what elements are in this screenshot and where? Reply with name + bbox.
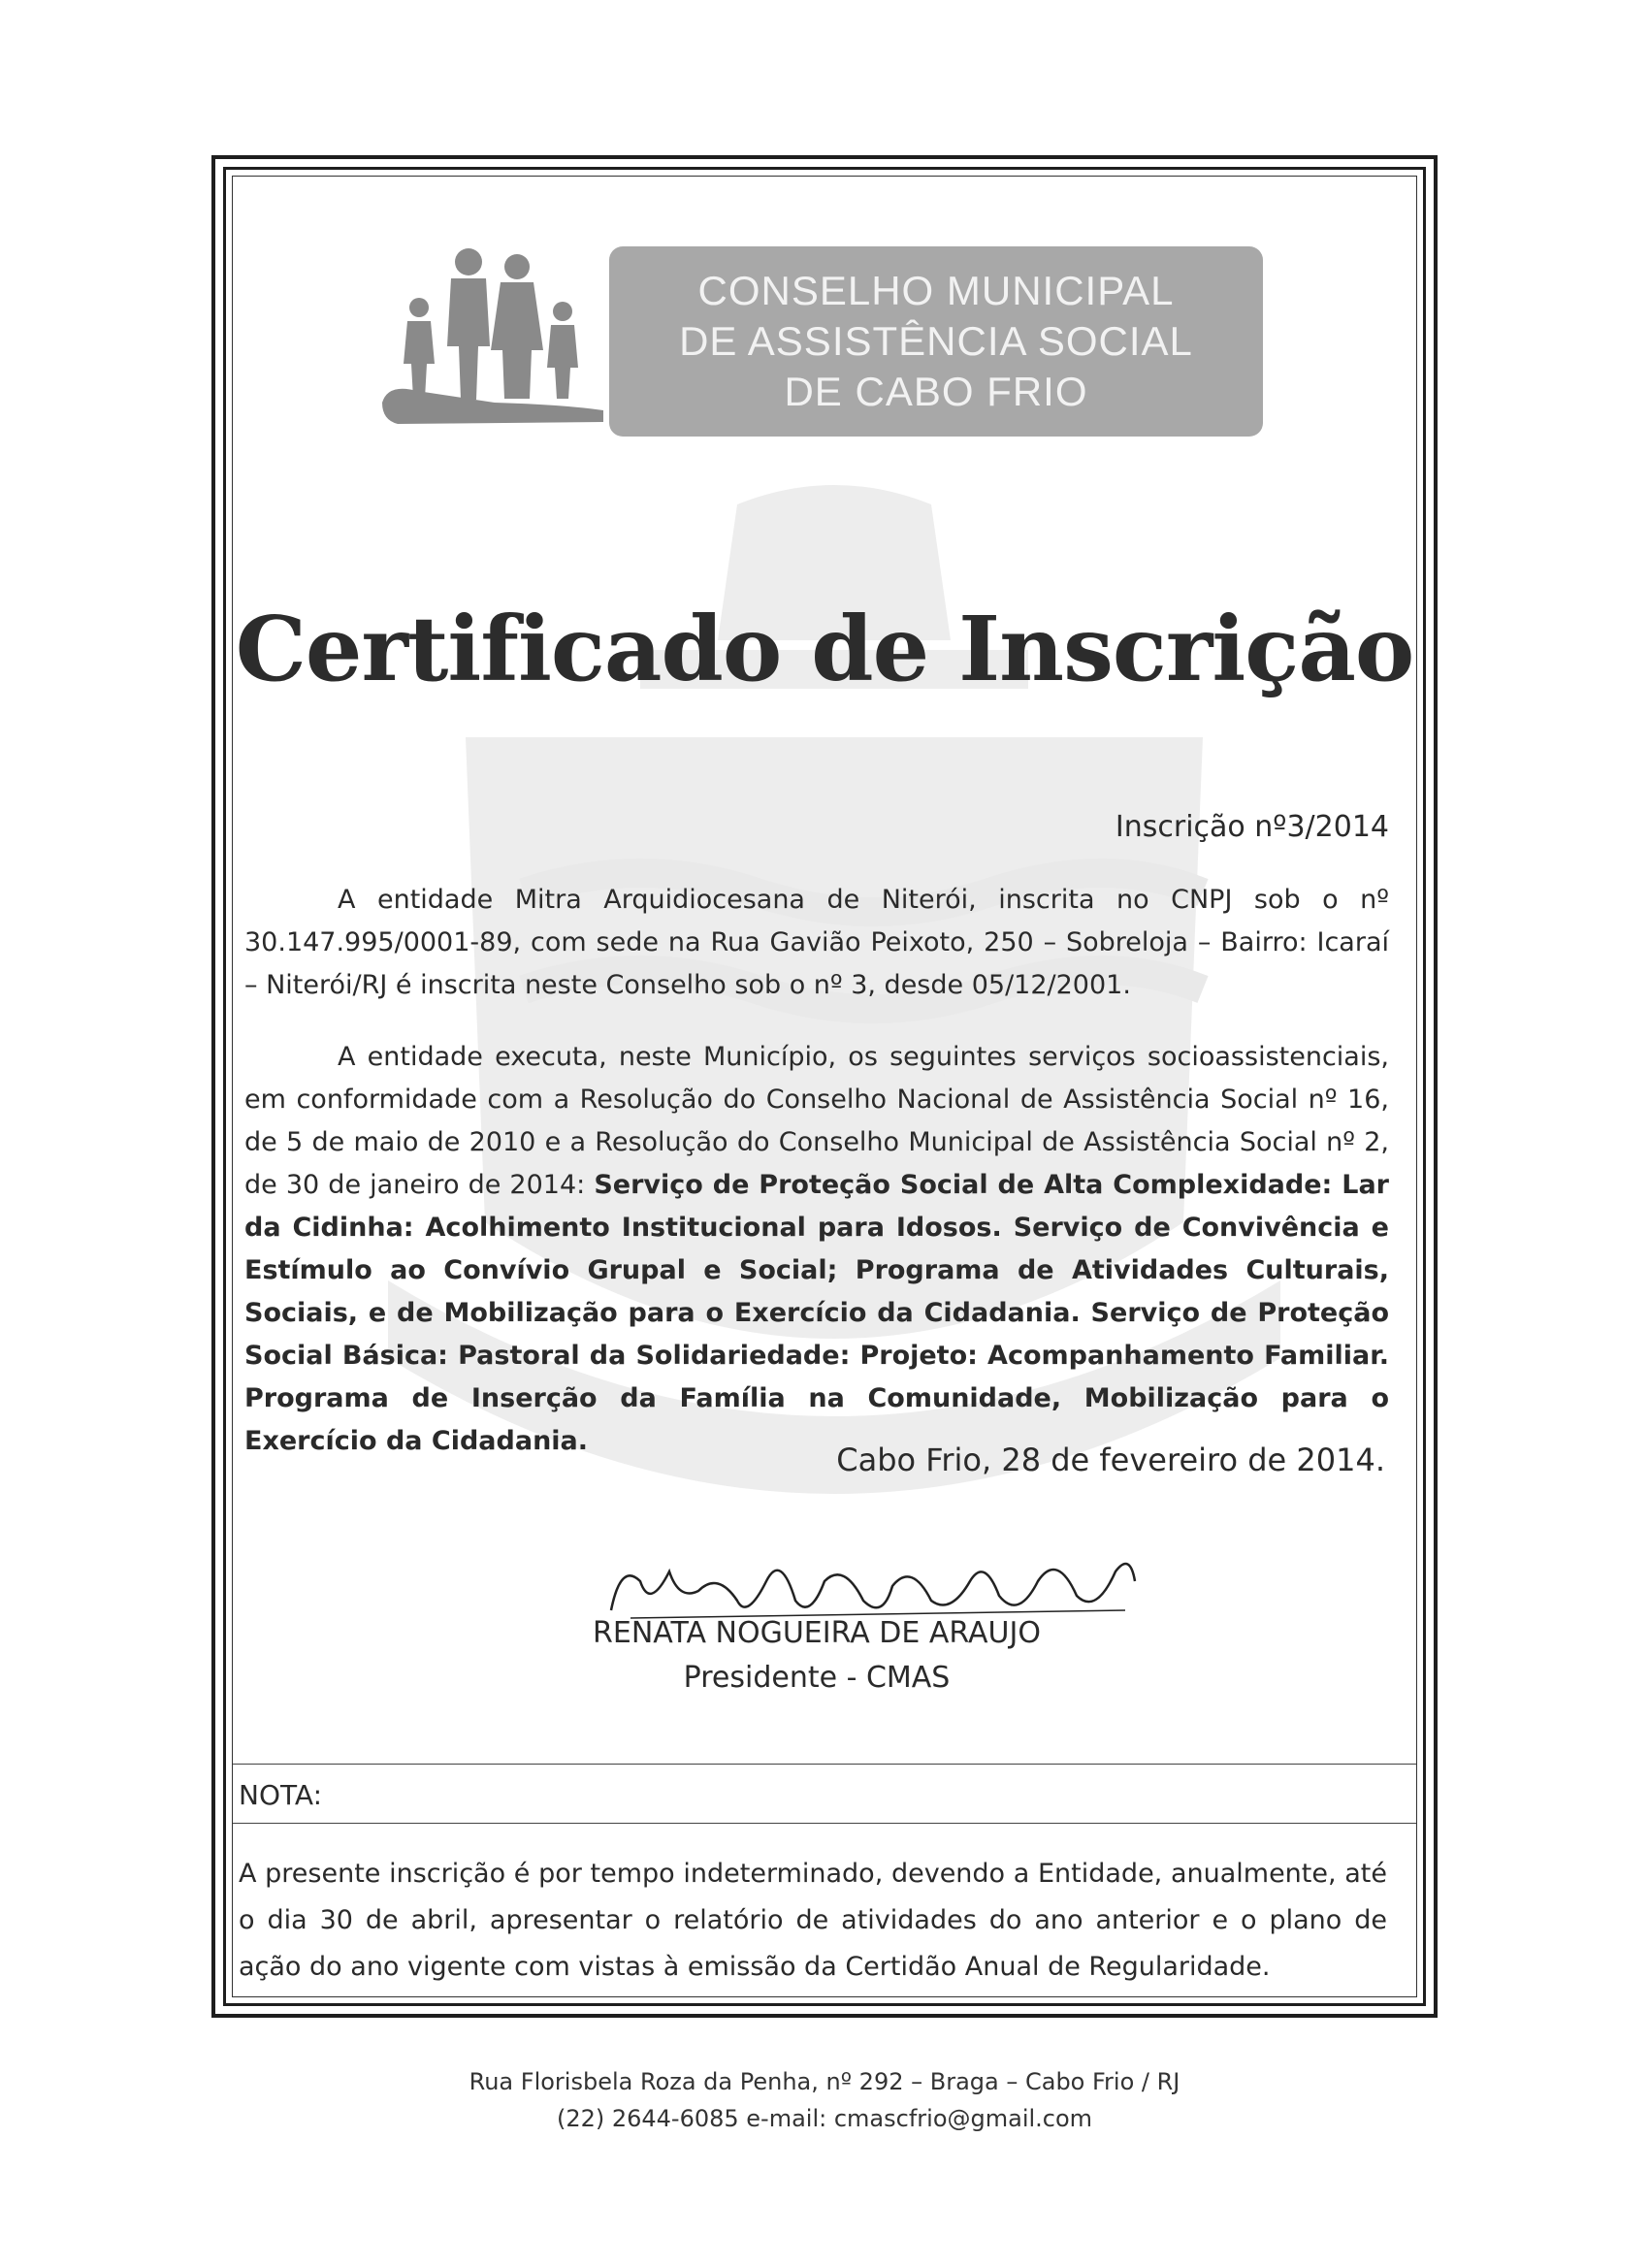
note-text: A presente inscrição é por tempo indeterminado, devendo a Entidade, anualmente, até o dia 30 de abril, apresentar o relatório de atividades do ano anterior e o plano de ação do ano vigente com vistas à emissão da Certidão Anual de Regularidade. bbox=[239, 1859, 1387, 1982]
place-date: Cabo Frio, 28 de fevereiro de 2014. bbox=[836, 1442, 1385, 1478]
registration-number: Inscrição nº3/2014 bbox=[1115, 810, 1389, 844]
paragraph-entity bbox=[244, 879, 1389, 1007]
footer-address: Rua Florisbela Roza da Penha, nº 292 – Braga – Cabo Frio / RJ bbox=[469, 2068, 1180, 2095]
council-header-line3: DE CABO FRIO bbox=[784, 369, 1088, 414]
council-header-line2: DE ASSISTÊNCIA SOCIAL bbox=[679, 318, 1193, 364]
paragraph-services-list: Serviço de Proteção Social de Alta Complexidade: Lar da Cidinha: Acolhimento Institucional para Idosos. Serviço de Convivência e Estímulo ao Convívio Grupal e Social; Programa de Atividades Culturais, Sociais, e de Mobilização para o Exercício da Cidadania. Serviço de Proteção Social Básica: Pastoral da Solidariedade: Projeto: Acompanhamento Familiar. Programa de Inserção da Família na Comunidade, Mobilização para o Exercício da Cidadania. bbox=[244, 1170, 1389, 1456]
note-divider bbox=[233, 1764, 1416, 1824]
family-hand-icon bbox=[378, 238, 611, 432]
certificate-title: Certificado de Inscrição bbox=[235, 597, 1414, 701]
council-header-line1: CONSELHO MUNICIPAL bbox=[697, 268, 1175, 313]
council-header bbox=[609, 246, 1263, 437]
paragraph-entity-text: A entidade Mitra Arquidiocesana de Niterói, inscrita no CNPJ sob o nº 30.147.995/0001-89, com sede na Rua Gavião Peixoto, 250 – Sobreloja – Bairro: Icaraí – Niterói/RJ é inscrita neste Conselho sob o nº 3, desde 05/12/2001. bbox=[244, 885, 1389, 1000]
signer-name: RENATA NOGUEIRA DE ARAUJO bbox=[593, 1616, 1041, 1650]
footer-contact: (22) 2644-6085 e-mail: cmascfrio@gmail.com bbox=[556, 2105, 1093, 2132]
signer-role: Presidente - CMAS bbox=[683, 1661, 951, 1695]
paragraph-services-intro: A entidade executa, neste Município, os seguintes serviços socioassistenciais, em conformidade com a Resolução do Conselho Nacional de Assistência Social nº 16, de 5 de maio de 2010 e a Resolução do Conselho Municipal de Assistência Social nº 2, de 30 de janeiro de 2014: bbox=[244, 1042, 1389, 1200]
note-label: NOTA: bbox=[239, 1779, 323, 1811]
paragraph-services bbox=[244, 1036, 1389, 1463]
